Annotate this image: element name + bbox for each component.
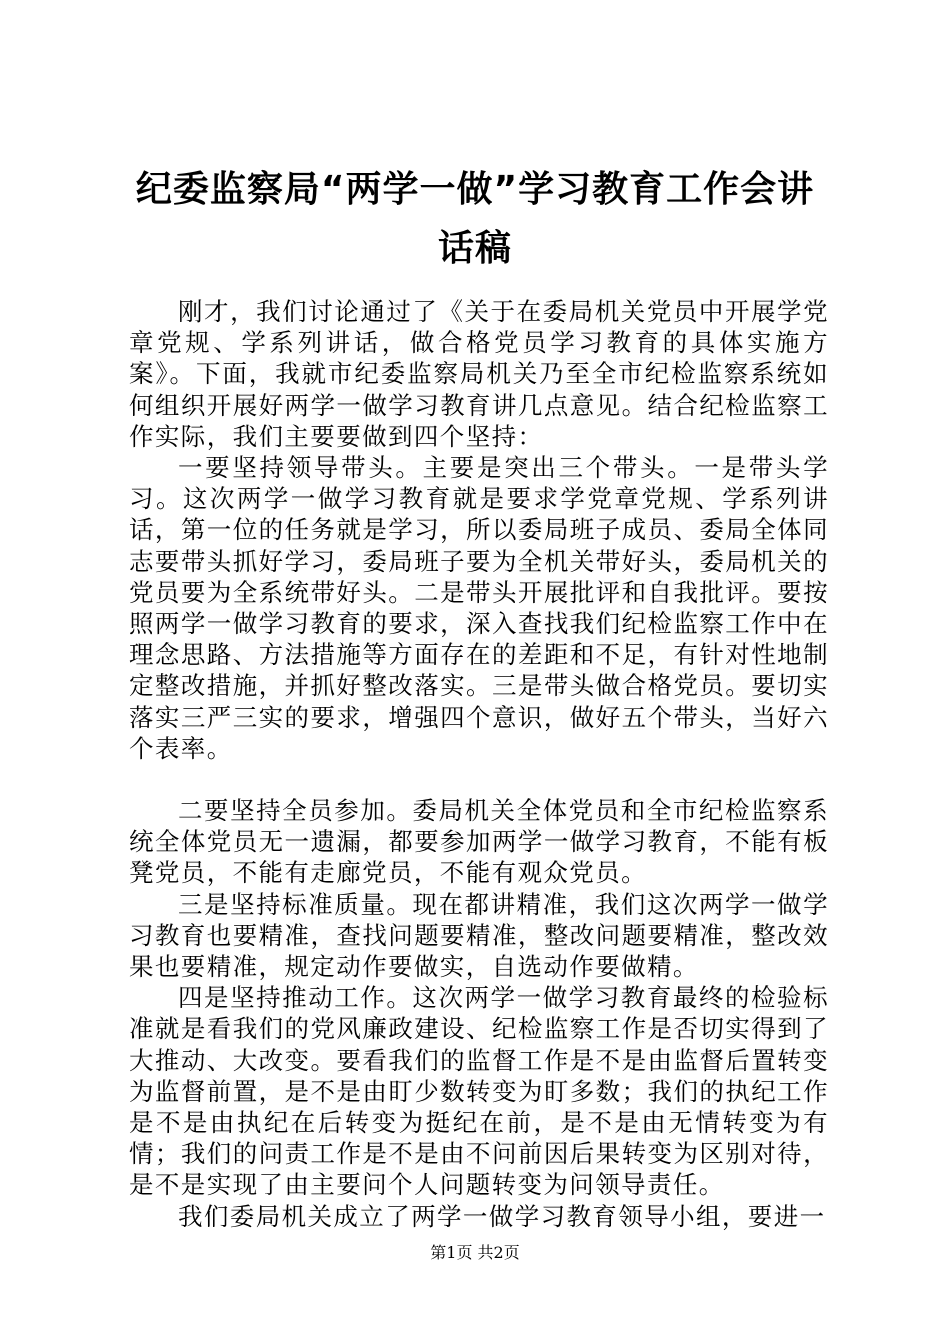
paragraph-leadership: 一要坚持领导带头。主要是突出三个带头。一是带头学习。这次两学一做学习教育就是要求学党章党规、学系列讲话，第一位的任务就是学习，所以委局班子成员、委局全体同志要带头抓好学习，委局班子要为全机关带好头，委局机关的党员要为全系统带好头。二是带头开展批评和自我批评。要按照两学一做学习教育的要求，深入查找我们纪检监察工作中在理念思路、方法措施等方面存在的差距和不足，有针对性地制定整改措施，并抓好整改落实。三是带头做合格党员。要切实落实三严三实的要求，增强四个意识，做好五个带头，当好六个表率。 (129, 453, 829, 763)
page-footer: 第1页 共2页 (430, 1243, 520, 1262)
paragraph-standard-quality: 三是坚持标准质量。现在都讲精准，我们这次两学一做学习教育也要精准，查找问题要精准，整改问题要精准，整改效果也要精准，规定动作要做实，自选动作要做精。 (129, 889, 829, 982)
document-body (129, 296, 829, 1232)
paragraph-intro: 刚才，我们讨论通过了《关于在委局机关党员中开展学党章党规、学系列讲话，做合格党员学习教育的具体实施方案》。下面，我就市纪委监察局机关乃至全市纪检监察系统如何组织开展好两学一做学习教育讲几点意见。结合纪检监察工作实际，我们主要要做到四个坚持： (129, 297, 829, 451)
document-title: 纪委监察局“两学一做”学习教育工作会讲话稿 (135, 169, 815, 269)
paragraph-leading-group: 我们委局机关成立了两学一做学习教育领导小组，要进一 (178, 1201, 826, 1231)
paragraph-full-participation: 二要坚持全员参加。委局机关全体党员和全市纪检监察系统全体党员无一遗漏，都要参加两学一做学习教育，不能有板凳党员，不能有走廊党员，不能有观众党员。 (129, 796, 829, 888)
paragraph-promote-work: 四是坚持推动工作。这次两学一做学习教育最终的检验标准就是看我们的党风廉政建设、纪检监察工作是否切实得到了大推动、大改变。要看我们的监督工作是不是由监督后置转变为监督前置，是不是由盯少数转变为盯多数；我们的执纪工作是不是由执纪在后转变为挺纪在前，是不是由无情转变为有情；我们的问责工作是不是由不问前因后果转变为区别对待，是不是实现了由主要问个人问题转变为问领导责任。 (129, 983, 829, 1200)
